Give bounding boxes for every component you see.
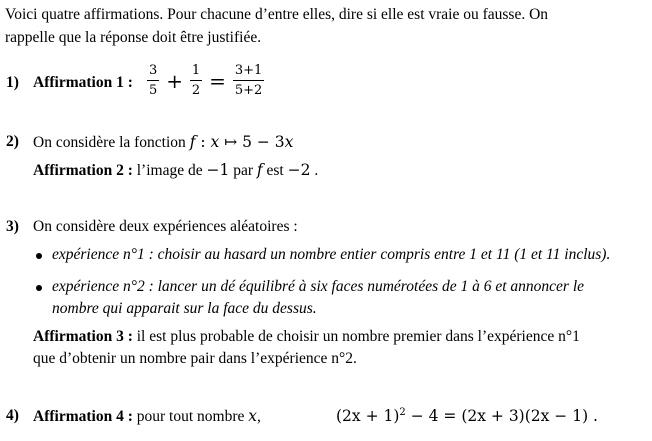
q3-number: 3): [6, 218, 19, 235]
q1-equation: [147, 64, 264, 97]
q2-affirmation: Affirmation 2 : l’image de −1 par f est −2 .: [33, 161, 319, 179]
q4-equation: $(2x + 1)^2 - 4 = (2x + 3)(2x - 1)$ .: [336, 407, 598, 426]
q4-number: 4): [6, 407, 19, 424]
q2-number: 2): [6, 133, 19, 150]
q3-affirmation-line-1: Affirmation 3 : il est plus probable de choisir un nombre premier dans l’expérience n°1: [33, 328, 580, 345]
bullet-dot-1: [36, 253, 42, 259]
q1-affirmation-label: Affirmation 1 :: [33, 74, 133, 91]
q3-bullet-2-line-1: expérience n°2 : lancer un dé équilibré à six faces numérotées de 1 à 6 et annoncer le: [52, 278, 585, 295]
q3-bullet-1: expérience n°1 : choisir au hasard un nombre entier compris entre 1 et 11 (1 et 11 inclus).: [52, 246, 611, 263]
q2-statement: On considère la fonction f : x ↦ 5 − 3x: [33, 133, 294, 151]
q3-statement: On considère deux expériences aléatoires :: [33, 218, 298, 235]
equals-sign: =: [209, 68, 226, 93]
fraction-3-5: $\frac{3}{5}$: [149, 63, 158, 98]
q3-bullet-2-line-2: nombre qui apparait sur la face du dessus.: [52, 300, 317, 317]
q4-affirmation-label: Affirmation 4 :: [33, 408, 133, 425]
q1-number: 1): [6, 74, 19, 91]
fraction-1-2: $\frac{1}{2}$: [191, 63, 201, 98]
intro-line-2: rappelle que la réponse doit être justifiée.: [5, 29, 262, 46]
fraction-4-7: $\frac{3+1}{5+2}$: [234, 63, 263, 98]
intro-line-1: Voici quatre affirmations. Pour chacune d’entre elles, dire si elle est vraie ou fausse. On: [5, 6, 549, 23]
q4-affirmation: Affirmation 4 : pour tout nombre x,: [33, 407, 261, 425]
plus-sign: +: [166, 68, 183, 93]
q3-affirmation-line-2: que d’obtenir un nombre pair dans l’expérience n°2.: [33, 350, 357, 367]
bullet-dot-2: [36, 285, 42, 291]
q2-affirmation-label: Affirmation 2 :: [33, 162, 133, 179]
q3-affirmation-label: Affirmation 3 :: [33, 328, 133, 345]
